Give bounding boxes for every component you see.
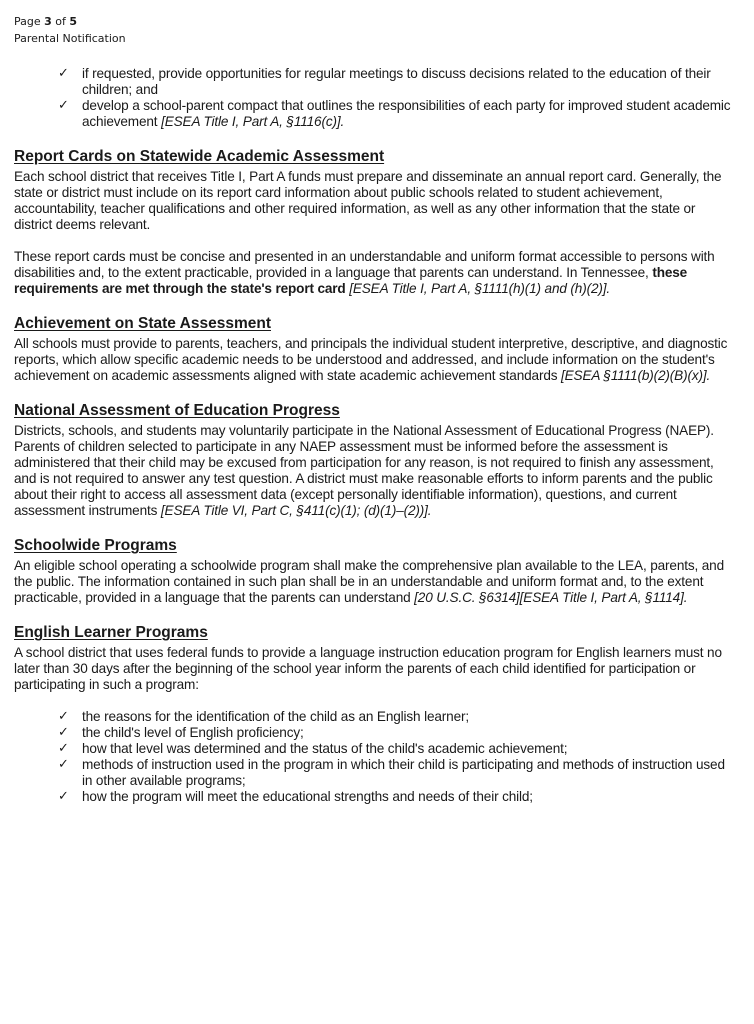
citation: [ESEA Title I, Part A, §1111(h)(1) and (h)(2)]. (345, 281, 610, 296)
english-learner-check-list (14, 709, 734, 805)
paragraph: A school district that uses federal funds to provide a language instruction education program for English learners must no later than 30 days after the beginning of the school year inform the parents of each child identified for participation or participating in such a program: (14, 645, 722, 692)
section-achievement (14, 315, 734, 384)
section-report-cards (14, 148, 734, 297)
page-header (14, 13, 126, 47)
checkmark-icon: ✓ (58, 725, 69, 740)
list-item: ✓ the child's level of English proficiency; (58, 725, 304, 740)
checkmark-icon: ✓ (58, 66, 69, 81)
citation: [ESEA Title VI, Part C, §411(c)(1); (d)(1)–(2))]. (160, 503, 432, 518)
section-heading: National Assessment of Education Progress (14, 402, 340, 419)
paragraph: These report cards must be concise and presented in an understandable and uniform format accessible to persons with disabilities and, to the extent practicable, provided in a language that parents can understand. In Tennessee, these requirements are met through the state's report card [ESEA Title I, Part A, §1111(h)(1) and (h)(2)]. (14, 249, 715, 296)
document-title: Parental Notification (14, 32, 126, 45)
list-item: ✓ how the program will meet the educational strengths and needs of their child; (58, 789, 533, 804)
section-schoolwide (14, 537, 734, 606)
page-body (14, 66, 734, 805)
list-item: ✓ develop a school-parent compact that outlines the responsibilities of each party for improved student academic achievement [ESEA Title I, Part A, §1116(c)]. (58, 98, 731, 129)
citation: [ESEA Title I, Part A, §1116(c)]. (161, 114, 345, 129)
paragraph: Each school district that receives Title I, Part A funds must prepare and disseminate an annual report card. Generally, the state or district must include on its report card information about public schools related to student achievement, accountability, teacher qualifications and other required information, as well as any other information that the state or district deems relevant. (14, 169, 722, 232)
checkmark-icon: ✓ (58, 98, 69, 113)
paragraph: Districts, schools, and students may voluntarily participate in the National Assessment of Educational Progress (NAEP). Parents of children selected to participate in any NAEP assessment must be informed before the assessment is administered that their child may be excused from participation for any reason, is not required to finish any assessment, and is not required to answer any test question. A district must make reasonable efforts to inform parents and the public about their right to access all assessment data (except personally identifiable information), questions, and current assessment instruments [ESEA Title VI, Part C, §411(c)(1); (d)(1)–(2))]. (14, 423, 714, 518)
checkmark-icon: ✓ (58, 709, 69, 724)
checkmark-icon: ✓ (58, 789, 69, 804)
citation: [20 U.S.C. §6314][ESEA Title I, Part A, §1114]. (414, 590, 688, 605)
section-heading: English Learner Programs (14, 624, 208, 641)
section-heading: Schoolwide Programs (14, 537, 177, 554)
section-english-learner (14, 624, 734, 805)
checkmark-icon: ✓ (58, 741, 69, 756)
list-item: ✓ the reasons for the identification of the child as an English learner; (58, 709, 469, 724)
list-item: ✓ methods of instruction used in the program in which their child is participating and methods of instruction used in other available programs; (58, 757, 725, 788)
section-naep (14, 402, 734, 519)
page-number: Page 3 of 5 (14, 15, 78, 28)
section-heading: Report Cards on Statewide Academic Assessment (14, 148, 385, 165)
citation: [ESEA §1111(b)(2)(B)(x)]. (561, 368, 711, 383)
checkmark-icon: ✓ (58, 757, 69, 772)
paragraph: An eligible school operating a schoolwide program shall make the comprehensive plan available to the LEA, parents, and the public. The information contained in such plan shall be in an understandable and uniform format and, to the extent practicable, provided in a language that the parents can understand [20 U.S.C. §6314][ESEA Title I, Part A, §1114]. (14, 558, 725, 605)
top-check-list (14, 66, 734, 130)
paragraph: All schools must provide to parents, teachers, and principals the individual student interpretive, descriptive, and diagnostic reports, which allow specific academic needs to be understood and addressed, and include information on the student's achievement on academic assessments aligned with state academic achievement standards [ESEA §1111(b)(2)(B)(x)]. (14, 336, 728, 383)
list-item: ✓ if requested, provide opportunities for regular meetings to discuss decisions related to the education of their children; and (58, 66, 711, 97)
section-heading: Achievement on State Assessment (14, 315, 271, 332)
list-item: ✓ how that level was determined and the status of the child's academic achievement; (58, 741, 568, 756)
